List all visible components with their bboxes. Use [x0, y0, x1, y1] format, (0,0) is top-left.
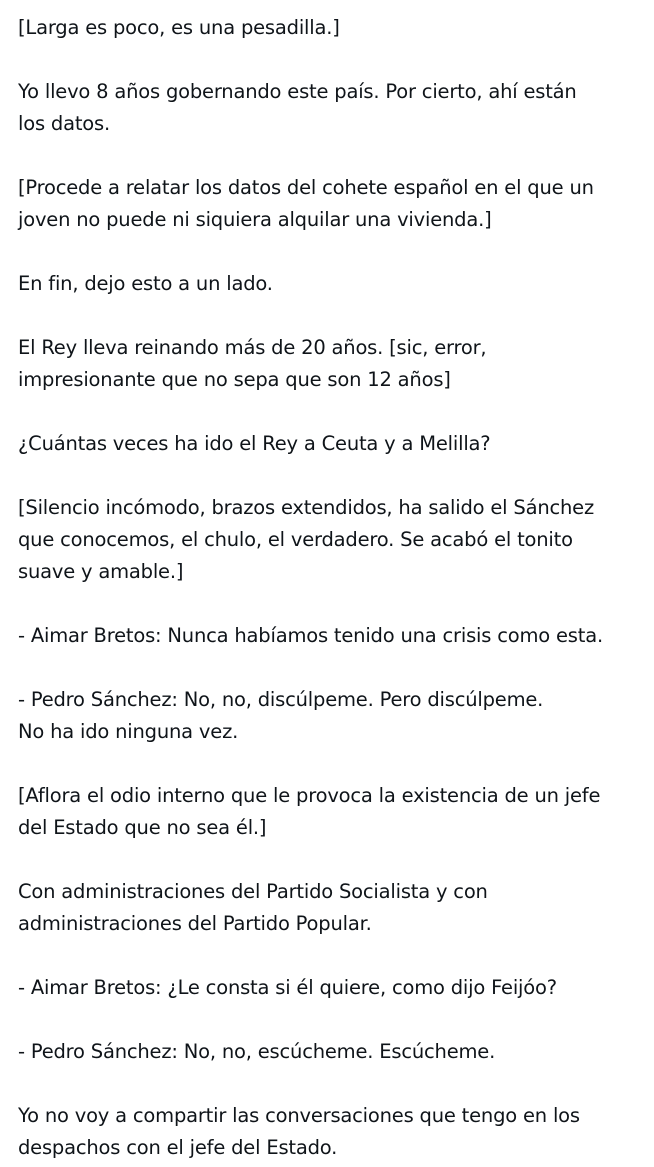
paragraph: Yo llevo 8 años gobernando este país. Por cierto, ahí están los datos.: [18, 80, 577, 135]
paragraph: En fin, dejo esto a un lado.: [18, 272, 273, 295]
paragraph: Yo no voy a compartir las conversaciones que tengo en los despachos con el jefe del Estado.: [18, 1104, 580, 1159]
paragraph: El Rey lleva reinando más de 20 años. [sic, error, impresionante que no sepa que son 12 años]: [18, 336, 487, 391]
paragraph: - Aimar Bretos: ¿Le consta si él quiere, como dijo Feijóo?: [18, 976, 557, 999]
paragraph: [Procede a relatar los datos del cohete español en el que un joven no puede ni siquiera alquilar una vivienda.]: [18, 176, 594, 231]
paragraph: [Silencio incómodo, brazos extendidos, ha salido el Sánchez que conocemos, el chulo, el verdadero. Se acabó el tonito suave y amable.]: [18, 496, 594, 583]
paragraph: - Pedro Sánchez: No, no, escúcheme. Escúcheme.: [18, 1040, 496, 1063]
paragraph: - Pedro Sánchez: No, no, discúlpeme. Pero discúlpeme. No ha ido ninguna vez.: [18, 688, 544, 743]
paragraph: Con administraciones del Partido Socialista y con administraciones del Partido Popular.: [18, 880, 488, 935]
paragraph: - Aimar Bretos: Nunca habíamos tenido una crisis como esta.: [18, 624, 603, 647]
paragraph: [Aflora el odio interno que le provoca la existencia de un jefe del Estado que no sea él.]: [18, 784, 601, 839]
paragraph: [Larga es poco, es una pesadilla.]: [18, 16, 340, 39]
post-text: [18, 12, 648, 1164]
paragraph: ¿Cuántas veces ha ido el Rey a Ceuta y a Melilla?: [18, 432, 491, 455]
